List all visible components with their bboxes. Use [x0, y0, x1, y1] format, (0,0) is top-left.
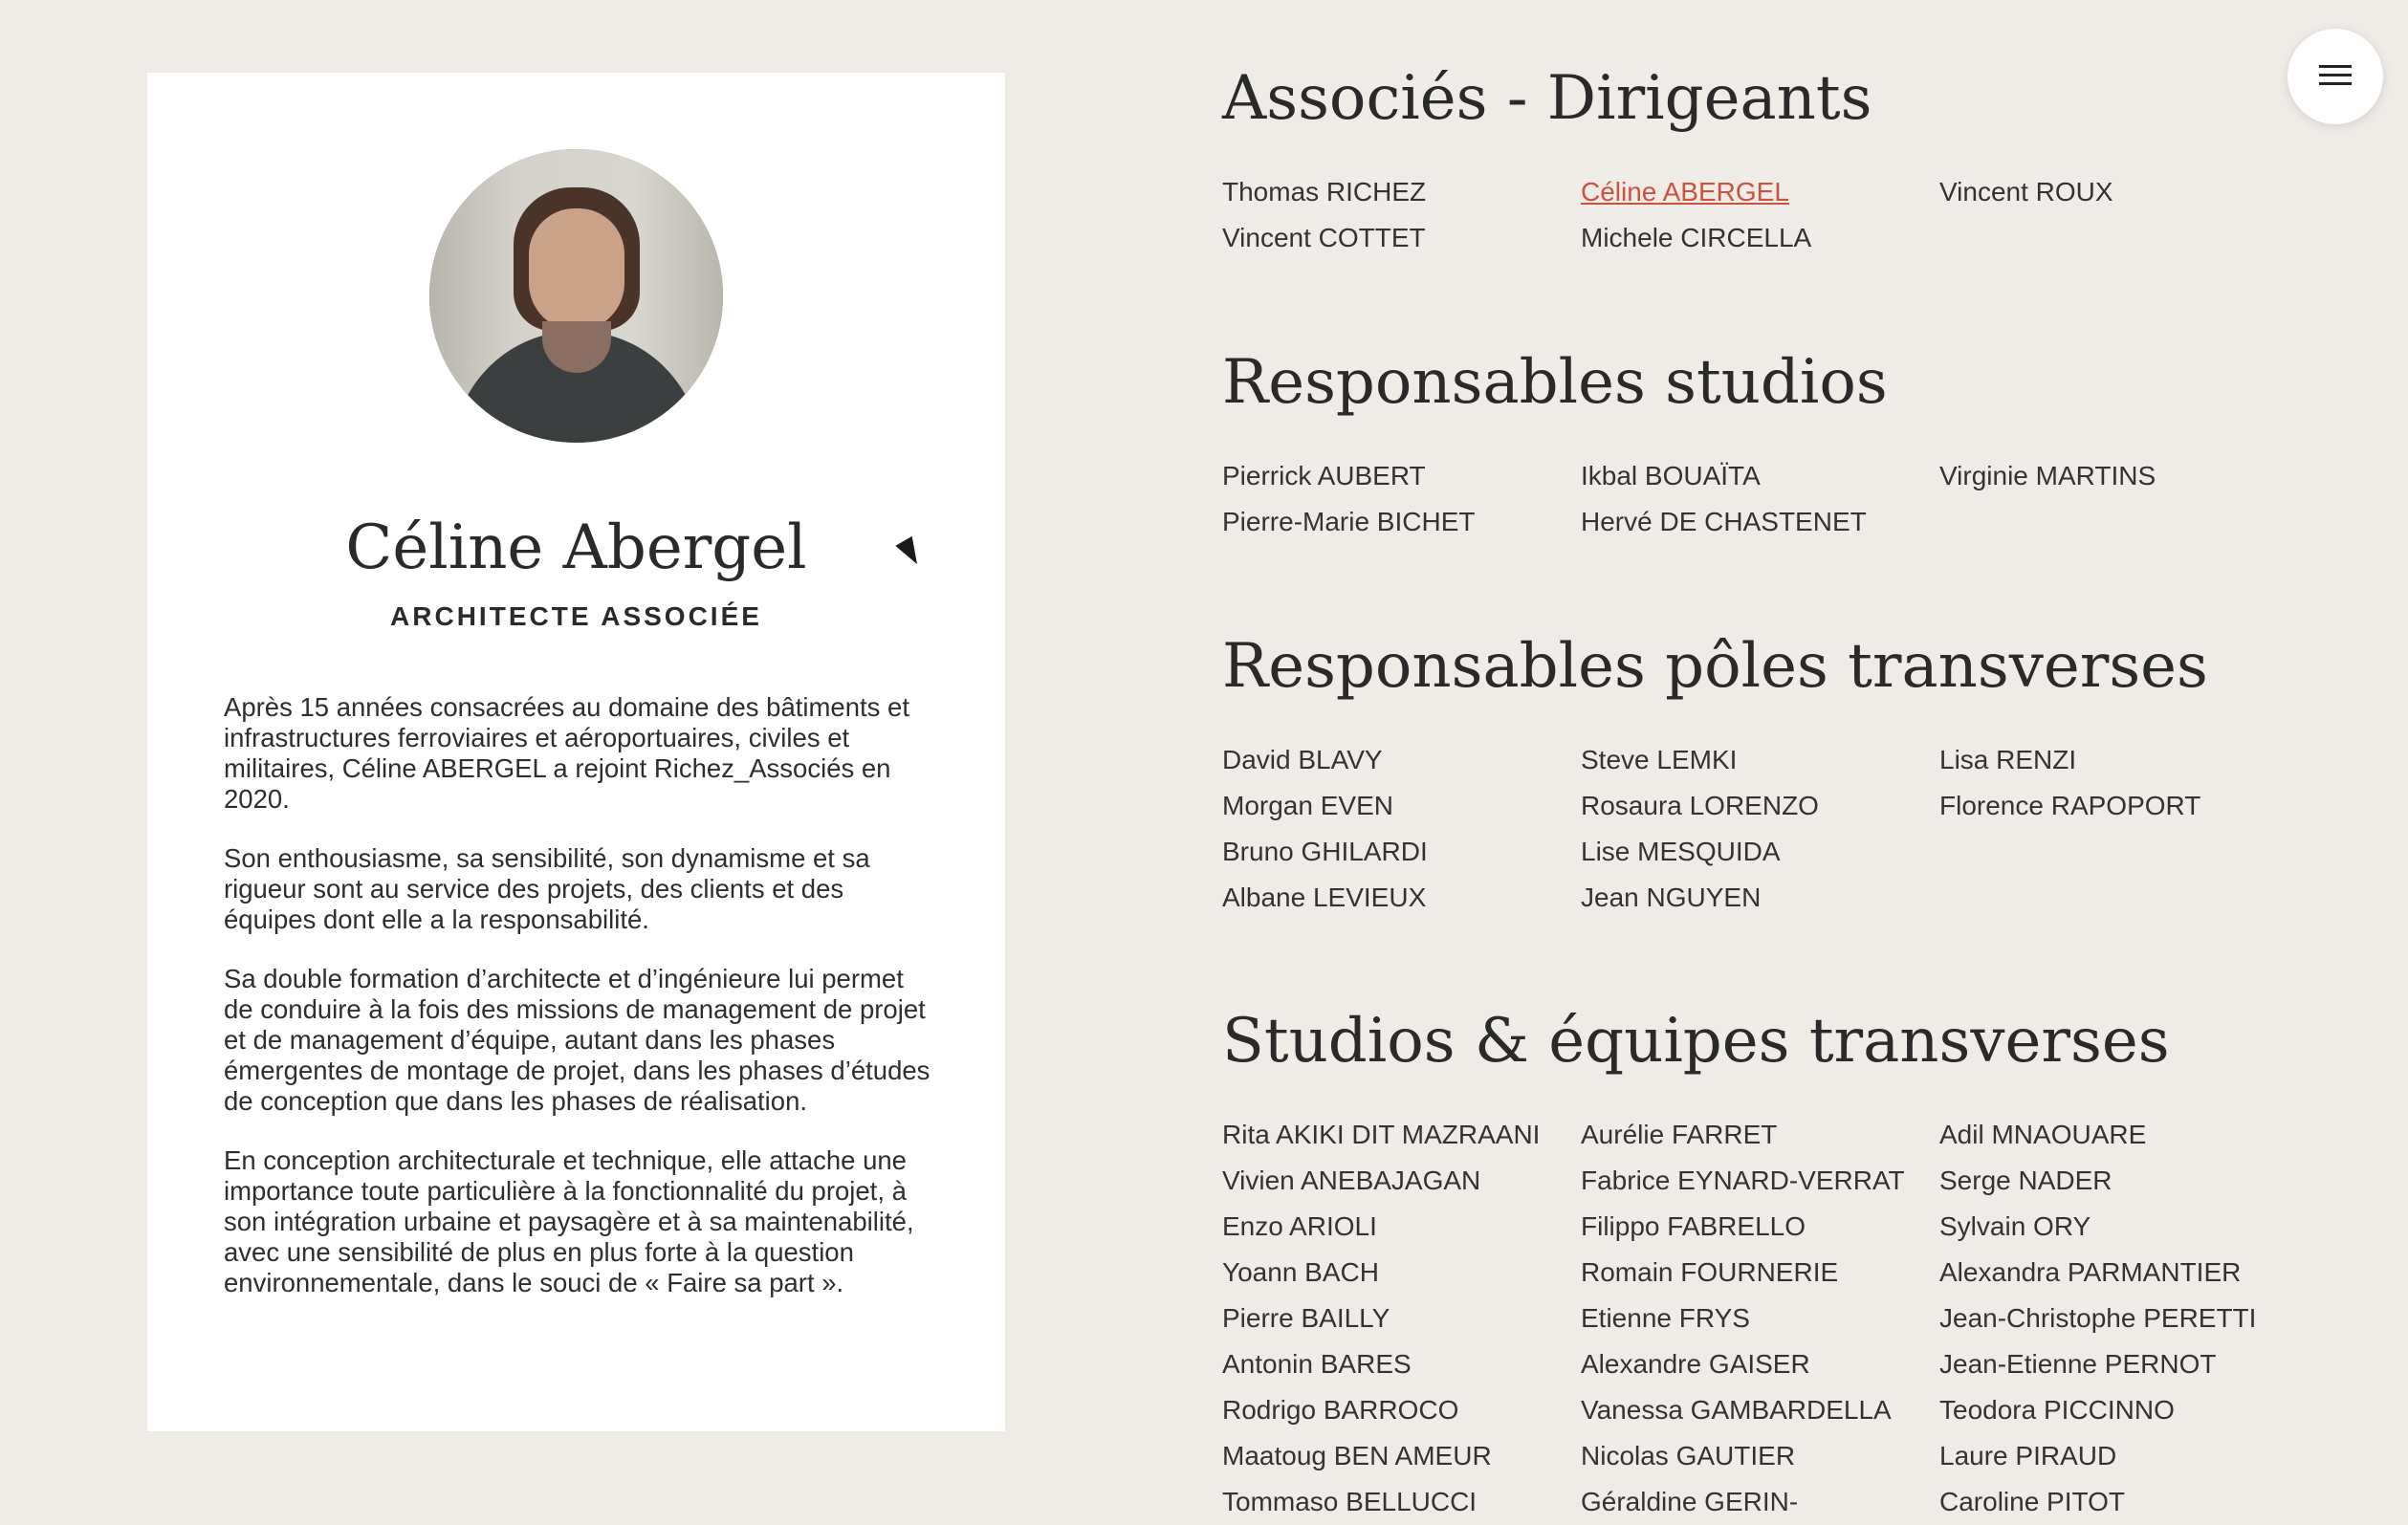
team-member-link[interactable]: Nicolas GAUTIER — [1581, 1441, 1796, 1471]
profile-photo — [429, 149, 723, 443]
hamburger-menu-icon-bar — [2319, 82, 2352, 85]
team-member-link[interactable]: Lisa RENZI — [1939, 745, 2077, 774]
team-member-link[interactable]: Jean-Etienne PERNOT — [1939, 1349, 2217, 1379]
team-member-link[interactable]: Vincent COTTET — [1222, 223, 1426, 252]
team-member-link[interactable]: Pierrick AUBERT — [1222, 461, 1426, 490]
team-member-link[interactable]: Vanessa GAMBARDELLA — [1581, 1395, 1892, 1425]
team-member-link[interactable]: Aurélie FARRET — [1581, 1120, 1778, 1149]
team-member-link[interactable]: Etienne FRYS — [1581, 1303, 1750, 1333]
team-member-link[interactable]: Romain FOURNERIE — [1581, 1257, 1839, 1287]
team-member-link-active[interactable]: Céline ABERGEL — [1581, 177, 1789, 207]
profile-bio — [224, 692, 931, 1327]
bio-paragraph: Sa double formation d’architecte et d’ingénieure lui permet de conduire à la fois des missions de management de projet et de management d’équipe, autant dans les phases émergentes de montage de projet, dans les phases d’études de conception que dans les phases de réalisation. — [224, 964, 930, 1116]
bio-paragraph: En conception architecturale et technique, elle attache une importance toute particulière à la fonctionnalité du projet, à son intégration urbaine et paysagère et à sa maintenabilité, avec une sensibilité de plus en plus forte à la question environnementale, dans le souci de « Faire sa part ». — [224, 1145, 914, 1297]
team-member-link[interactable]: Bruno GHILARDI — [1222, 837, 1428, 866]
team-member-link[interactable]: Fabrice EYNARD-VERRAT — [1581, 1166, 1905, 1195]
team-member-link[interactable]: Virginie MARTINS — [1939, 461, 2156, 490]
team-member-link[interactable]: Lise MESQUIDA — [1581, 837, 1781, 866]
team-member-link[interactable]: Steve LEMKI — [1581, 745, 1738, 774]
team-member-link[interactable]: Morgan EVEN — [1222, 791, 1393, 820]
team-member-link[interactable]: Serge NADER — [1939, 1166, 2112, 1195]
hamburger-menu-icon — [2319, 65, 2352, 68]
team-member-link[interactable]: Vivien ANEBAJAGAN — [1222, 1166, 1481, 1195]
team-member-link[interactable]: Alexandra PARMANTIER — [1939, 1257, 2242, 1287]
team-member-link[interactable]: Florence RAPOPORT — [1939, 791, 2201, 820]
team-member-link[interactable]: Maatoug BEN AMEUR — [1222, 1441, 1492, 1471]
team-member-link[interactable]: Antonin BARES — [1222, 1349, 1412, 1379]
team-member-link[interactable]: Tommaso BELLUCCI — [1222, 1487, 1478, 1516]
team-member-link[interactable]: David BLAVY — [1222, 745, 1383, 774]
bio-paragraph: Après 15 années consacrées au domaine des bâtiments et infrastructures ferroviaires et aéroportuaires, civiles et militaires, Céline ABERGEL a rejoint Richez_Associés en 2020. — [224, 692, 909, 814]
team-member-link[interactable]: Rodrigo BARROCO — [1222, 1395, 1459, 1425]
team-member-link[interactable]: Laure PIRAUD — [1939, 1441, 2117, 1471]
bio-paragraph: Son enthousiasme, sa sensibilité, son dynamisme et sa rigueur sont au service des projets, des clients et des équipes dont elle a la responsabilité. — [224, 843, 870, 934]
team-member-link[interactable]: Pierre BAILLY — [1222, 1303, 1390, 1333]
profile-name: Céline Abergel — [345, 512, 807, 583]
menu-button[interactable] — [2288, 29, 2383, 124]
section-title-poles: Responsables pôles transverses — [1222, 631, 2208, 702]
team-member-link[interactable]: Rosaura LORENZO — [1581, 791, 1819, 820]
team-member-link[interactable]: Albane LEVIEUX — [1222, 882, 1427, 912]
team-member-link[interactable]: Michele CIRCELLA — [1581, 223, 1812, 252]
profile-role: ARCHITECTE ASSOCIÉE — [390, 601, 762, 631]
team-member-link[interactable]: Pierre-Marie BICHET — [1222, 507, 1476, 536]
team-member-link[interactable]: Rita AKIKI DIT MAZRAANI — [1222, 1120, 1541, 1149]
team-member-link[interactable]: Alexandre GAISER — [1581, 1349, 1810, 1379]
team-member-link[interactable]: Ikbal BOUAÏTA — [1581, 461, 1761, 490]
team-member-link[interactable]: Caroline PITOT — [1939, 1487, 2125, 1516]
team-member-link[interactable]: Jean-Christophe PERETTI — [1939, 1303, 2257, 1333]
team-member-link[interactable]: Yoann BACH — [1222, 1257, 1379, 1287]
hamburger-menu-icon-bar — [2319, 74, 2352, 76]
team-member-link[interactable]: Vincent ROUX — [1939, 177, 2113, 207]
section-title-studios: Responsables studios — [1222, 347, 1888, 418]
team-member-link[interactable]: Teodora PICCINNO — [1939, 1395, 2175, 1425]
team-member-link[interactable]: Filippo FABRELLO — [1581, 1211, 1806, 1241]
team-member-link[interactable]: Adil MNAOUARE — [1939, 1120, 2147, 1149]
profile-card — [147, 73, 1005, 1431]
team-member-link[interactable]: Enzo ARIOLI — [1222, 1211, 1377, 1241]
team-member-link[interactable]: Géraldine GERIN- — [1581, 1487, 1799, 1516]
scroll-fade — [147, 1326, 1005, 1431]
team-member-link[interactable]: Jean NGUYEN — [1581, 882, 1762, 912]
team-member-link[interactable]: Sylvain ORY — [1939, 1211, 2091, 1241]
team-member-link[interactable]: Hervé DE CHASTENET — [1581, 507, 1867, 536]
section-title-associes: Associés - Dirigeants — [1222, 63, 1872, 134]
team-member-link[interactable]: Thomas RICHEZ — [1222, 177, 1427, 207]
section-title-equipes: Studios & équipes transverses — [1222, 1006, 2170, 1077]
